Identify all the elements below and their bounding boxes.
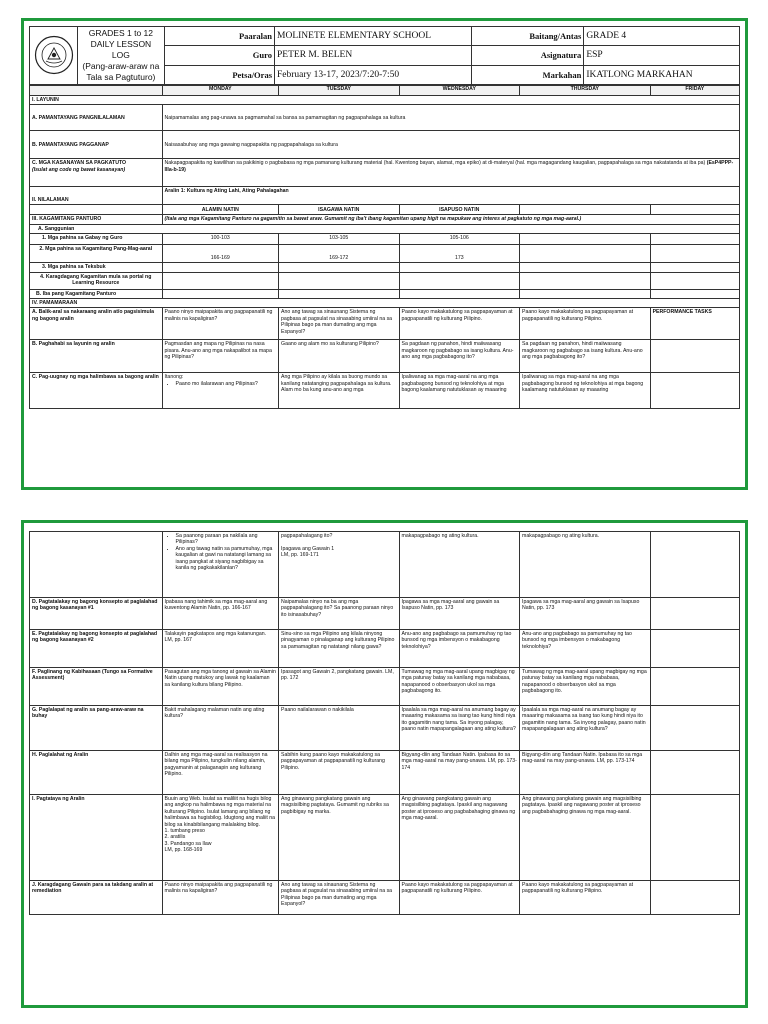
- pagtatalakay2-wednesday: Anu-ano ang pagbabago sa pamumuhay ng tao bunsod ng mga imbensyon o makabagong teknolohiya?: [399, 630, 520, 668]
- label-paglalapat: G. Paglalapat ng aralin sa pang-araw-araw na buhay: [30, 706, 163, 751]
- paglalahat-thursday: Bigyang-diin ang Tandaan Natin. Ipabasa ito sa mga mag-aaral na may pang-unawa. LM, pp. 173-174: [520, 751, 651, 795]
- paglalapat-monday: Bakit mahalagang malaman natin ang ating kultura?: [162, 706, 278, 751]
- balik-aral-tuesday: Ano ang tawag sa sinaunang Sistema ng pagbasa at pagsulat na sinasabing umiiral na sa Pilipinas bago pa man dumating ang mga Espanyol?: [279, 308, 400, 340]
- lm-wednesday: 173: [399, 245, 520, 263]
- label-pag-uugnay: C. Pag-uugnay ng mga halimbawa sa bagong aralin: [30, 373, 163, 409]
- phase-alamin: ALAMIN NATIN: [162, 205, 278, 215]
- dll-body-table-1: [29, 85, 740, 409]
- karagdagan-monday: Paano ninyo maipapakita ang pagpapanatili ng malinis na kapaligiran?: [162, 881, 278, 915]
- lm-monday: 166-169: [162, 245, 278, 263]
- gabay-wednesday: 105-106: [399, 234, 520, 245]
- text-kagamitan-note: (Itala ang mga Kagamitang Panturo na gagamitin sa bawat araw. Gumamit ng iba't ibang kagamitan upang higit na mapukaw ang interes at pagkatuto ng mga mag-aaral.): [162, 215, 739, 224]
- dll-header-table: [29, 26, 740, 85]
- pag-uugnay-tuesday-cont: pagpapahalagang ito? Ipagawa ang Gawain 1 LM, pp. 169-171: [279, 532, 400, 598]
- pag-uugnay-wednesday-cont: makapagpabago ng ating kultura.: [399, 532, 520, 598]
- paglinang-wednesday: Tumawag ng mga mag-aaral upang magbigay ng mga patunay batay sa kanilang mga nababasa, napapanood o obserbasyon ukol sa mga pagbabagong ito.: [399, 668, 520, 706]
- pag-uugnay-thursday-cont: makapagpabago ng ating kultura.: [520, 532, 651, 598]
- label-kagamitang-pang-mag-aaral: 2. Mga pahina sa Kagamitang Pang-Mag-aaral: [30, 245, 163, 263]
- phase-isapuso: ISAPUSO NATIN: [399, 205, 520, 215]
- label-paglalahat: H. Paglalahat ng Aralin: [30, 751, 163, 795]
- pagtatalakay2-tuesday: Sinu-sino sa mga Pilipino ang kilala ninyong pinagyaman o pinalaganap ang kulturang Pilipino sa pamamagitan ng natatangi nilang gawa?: [279, 630, 400, 668]
- section-pamamaraan: IV. PAMAMARAAN: [30, 299, 740, 308]
- date-label: Petsa/Oras: [164, 65, 274, 84]
- document-page-2: [21, 520, 748, 1008]
- pagtatalakay2-thursday: Anu-ano ang pagbabago sa pamumuhay ng tao bunsod ng mga imbensyon o makabagong teknolohiya?: [520, 630, 651, 668]
- text-kasanayan: Nakapagpapakita ng kawilihan sa pakikinig o pagbabasa ng mga pamanang kulturang material (hal. Kwentong bayan, alamat, mga epiko) at di-materyal (hal. mga magagandang kaugalian, pagpapahalaga sa mga nakatatanda at iba pa) (EsP4PPP-IIIa-b-19): [162, 159, 739, 187]
- text-pamantayang-pagganap: Naisasabuhay ang mga gawaing nagpapakita ng pagpapahalaga sa kultura: [162, 131, 739, 159]
- day-friday: FRIDAY: [650, 86, 739, 96]
- deped-seal-icon: [34, 35, 74, 75]
- performance-tasks: PERFORMANCE TASKS: [650, 308, 739, 340]
- teacher-label: Guro: [164, 46, 274, 65]
- section-nilalaman: II. NILALAMAN: [30, 187, 163, 205]
- quarter-value: IKATLONG MARKAHAN: [584, 65, 740, 84]
- day-monday: MONDAY: [162, 86, 278, 96]
- paghahabi-thursday: Sa pagdaan ng panahon, hindi maiiwasang magkaroon ng pagbabago sa isang kultura. Anu-ano ang mga pagbabagong ito?: [520, 340, 651, 373]
- pagtataya-wednesday: Ang ginawang pangkatang gawain ang magsisilbing pagtataya. Ipaskil ang nagawang poster at iproseso ang pagbabahaging ginawa ng mga mag-aaral.: [399, 795, 520, 881]
- karagdagan-wednesday: Paano kayo makakatulong sa pagpapayaman at pagpapanatili ng kulturang Pilipino.: [399, 881, 520, 915]
- day-wednesday: WEDNESDAY: [399, 86, 520, 96]
- deped-seal: [30, 27, 78, 85]
- gabay-tuesday: 103-105: [279, 234, 400, 245]
- label-paghahabi: B. Paghahabi sa layunin ng aralin: [30, 340, 163, 373]
- balik-aral-monday: Paano ninyo maipapakita ang pagpapanatili ng malinis na kapaligiran?: [162, 308, 278, 340]
- pag-uugnay-tuesday: Ang mga Pilipino ay kilala sa buong mundo sa kanilang natatanging pagpapahalaga sa kultura. Alam mo ba kung anu-ano ang mga: [279, 373, 400, 409]
- label-pagtatalakay-2: E. Pagtatalakay ng bagong konsepto at paglalahad ng bagong kasanayan #2: [30, 630, 163, 668]
- paglalahat-monday: Dalhin ang mga mag-aaral sa realisasyon na bilang mga Pilipino, tungkulin nilang alamin, pagyamanin at palaganapin ang kulturang Pilipino.: [162, 751, 278, 795]
- pag-uugnay-thursday: Ipaliwanag sa mga mag-aaral na ang mga pagbabagong bunsod ng teknolohiya at mga bagong kaalamang natutuklasan ay maaaring: [520, 373, 651, 409]
- dll-title: GRADES 1 to 12 DAILY LESSON LOG (Pang-araw-araw na Tala sa Pagtuturo): [78, 27, 164, 85]
- paglalahat-wednesday: Bigyang-diin ang Tandaan Natin. Ipabasa ito sa mga mag-aaral na may pang-unawa. LM, pp. 173-174: [399, 751, 520, 795]
- label-balik-aral: A. Balik-aral sa nakaraang aralin at/o pagsisimula ng bagong aralin: [30, 308, 163, 340]
- label-teksbuk: 3. Mga pahina sa Teksbuk: [30, 263, 163, 272]
- text-pamantayang-pangnilalaman: Naipamamalas ang pag-unawa sa pagmamahal sa bansa sa pamamagitan ng pagpapahalaga sa kultura: [162, 105, 739, 131]
- grade-label: Baitang/Antas: [471, 27, 583, 46]
- pagtataya-tuesday: Ang ginawang pangkatang gawain ang magsisilbing pagtataya. Gumamit ng rubriks sa pagbibigay ng marka.: [279, 795, 400, 881]
- pagtataya-monday: Buuin ang Web. Isulat sa maliliit na hugis bilog ang angkop na halimbawa ng mga material na kulturang Pilipino. Isulat lamang ang bilang ng halimbawa sa hugisbilog. Idugtong ang maliit na bilog sa kinabibilangang malalaking bilog. 1. tumbang preso 2. aratilis 3. Pandango sa Ilaw LM, pp. 168-169: [162, 795, 278, 881]
- grade-value: GRADE 4: [584, 27, 740, 46]
- day-tuesday: TUESDAY: [279, 86, 400, 96]
- paglinang-tuesday: Ipasagot ang Gawain 2, pangkatang gawain. LM, pp. 172: [279, 668, 400, 706]
- label-karagdagang-gawain: J. Karagdagang Gawain para sa takdang aralin at remediation: [30, 881, 163, 915]
- lm-tuesday: 169-172: [279, 245, 400, 263]
- school-label: Paaralan: [164, 27, 274, 46]
- school-value: MOLINETE ELEMENTARY SCHOOL: [275, 27, 472, 46]
- karagdagan-tuesday: Ano ang tawag sa sinaunang Sistema ng pagbasa at pagsulat na sinasabing umiiral na sa Pilipinas bago pa man dumating ang mga Espanyol?: [279, 881, 400, 915]
- pagtataya-thursday: Ang ginawang pangkatang gawain ang magsisilbing pagtataya. Ipaskil ang nagawang poster at iproseso ang pagbabahaging ginawa ng mga mag-aaral.: [520, 795, 651, 881]
- balik-aral-thursday: Paano kayo makakatulong sa pagpapayaman at pagpapanatili ng kulturang Pilipino.: [520, 308, 651, 340]
- paghahabi-wednesday: Sa pagdaan ng panahon, hindi maiiwasang magkaroon ng pagbabago sa isang kultura. Anu-ano ang mga pagbabagong ito?: [399, 340, 520, 373]
- paglinang-thursday: Tumawag ng mga mag-aaral upang magbigay ng mga patunay batay sa kanilang mga nababasa, napapanood o obserbasyon ukol sa mga pagbabagong ito.: [520, 668, 651, 706]
- date-value: February 13-17, 2023/7:20-7:50: [275, 65, 472, 84]
- day-header-row: [30, 86, 740, 96]
- karagdagan-thursday: Paano kayo makakatulong sa pagpapayaman at pagpapanatili ng kulturang Pilipino.: [520, 881, 651, 915]
- subject-label: Asignatura: [471, 46, 583, 65]
- balik-aral-wednesday: Paano kayo makakatulong sa pagpapayaman at pagpapanatili ng kulturang Pilipino.: [399, 308, 520, 340]
- label-learning-resource: 4. Karagdagang Kagamitan mula sa portal ng Learning Resource: [30, 272, 163, 289]
- pagtatalakay1-monday: Ipabasa nang tahimik sa mga mag-aaral ang kuwentong Alamin Natin, pp. 166-167: [162, 598, 278, 630]
- paglinang-monday: Pasagutan ang mga tanong at gawain sa Alamin Natin upang matukoy ang lawak ng kaalaman sa kanilang kultura bilang Pilipino.: [162, 668, 278, 706]
- quarter-label: Markahan: [471, 65, 583, 84]
- label-pagtataya: I. Pagtataya ng Aralin: [30, 795, 163, 881]
- pag-uugnay-wednesday: Ipaliwanag sa mga mag-aaral na ang mga pagbabagong bunsod ng teknolohiya at mga bagong kaalamang natutuklasan ay maaaring: [399, 373, 520, 409]
- pag-uugnay-monday: Itanong: • Paano mo ilalarawan ang Pilipinas?: [162, 373, 278, 409]
- section-kagamitan: III. KAGAMITANG PANTURO: [30, 215, 163, 224]
- paglalapat-thursday: Ipaalala sa mga mag-aaral na anumang bagay ay maaaring makasama sa isang tao kung hindi niya ito gagamitin nang tama. Sa inyong palagay, paano natin mapapangalagaan ang ating kultura?: [520, 706, 651, 751]
- paglalapat-wednesday: Ipaalala sa mga mag-aaral na anumang bagay ay maaaring makasama sa isang tao kung hindi niya ito gagamitin nang tama. Sa inyong palagay, paano natin mapapangalagaan ang ating kultura?: [399, 706, 520, 751]
- subject-value: ESP: [584, 46, 740, 65]
- paglalahat-tuesday: Sabihin kung paano kayo makakatulong sa pagpapayaman at pagpapanatili ng kulturang Pilipino.: [279, 751, 400, 795]
- pagtatalakay1-wednesday: Ipagawa sa mga mag-aaral ang gawain sa Isapuso Natin, pp. 173: [399, 598, 520, 630]
- label-iba-pang-kagamitan: B. Iba pang Kagamitang Panturo: [30, 289, 163, 298]
- label-paglinang: F. Paglinang ng Kabihasaan (Tungo sa Formative Assessment): [30, 668, 163, 706]
- pagtatalakay1-tuesday: Naipamalas ninyo na ba ang mga pagpapahalagang ito? Sa paanong paraan ninyo ito isinasabuhay?: [279, 598, 400, 630]
- label-sanggunian: A. Sanggunian: [30, 224, 740, 233]
- label-pamantayang-pangnilalaman: A. PAMANTAYANG PANGNILALAMAN: [30, 105, 163, 131]
- paglalapat-tuesday: Paano nailalarawan o nakikilala: [279, 706, 400, 751]
- label-gabay-guro: 1. Mga pahina sa Gabay ng Guro: [30, 234, 163, 245]
- pagtatalakay1-thursday: Ipagawa sa mga mag-aaral ang gawain sa Isapuso Natin, pp. 173: [520, 598, 651, 630]
- document-page-1: [21, 18, 748, 490]
- label-pamantayang-pagganap: B. PAMANTAYANG PAGGANAP: [30, 131, 163, 159]
- gabay-monday: 100-103: [162, 234, 278, 245]
- label-kasanayan: C. MGA KASANAYAN SA PAGKATUTO (Isulat ang code ng bawat kasanayan): [30, 159, 163, 187]
- paghahabi-monday: Pagmasdan ang mapa ng Pilipinas na nasa pisara. Anu-ano ang mga nakapalibot sa mapa ng Pilipinas?: [162, 340, 278, 373]
- section-layunin: I. LAYUNIN: [30, 96, 740, 105]
- teacher-value: PETER M. BELEN: [275, 46, 472, 65]
- paghahabi-tuesday: Gaano ang alam mo sa kulturang Pilipino?: [279, 340, 400, 373]
- phase-isagawa: ISAGAWA NATIN: [279, 205, 400, 215]
- pag-uugnay-monday-cont: • Sa paanong paraan pa nakilala ang Pilipinas? • Ano ang tawag natin sa pamumuhay, mga kaugalian at gawi na natatangi lamang sa isang pangkat at siyang nagbibigay sa kanila ng pagkakakilanlan?: [162, 532, 278, 598]
- label-pagtatalakay-1: D. Pagtatalakay ng bagong konsepto at paglalahad ng bagong kasanayan #1: [30, 598, 163, 630]
- day-thursday: THURSDAY: [520, 86, 651, 96]
- text-nilalaman: Aralin 1: Kultura ng Ating Lahi, Ating Pahalagahan: [162, 187, 739, 205]
- dll-body-table-2: [29, 531, 740, 915]
- pagtatalakay2-monday: Talakayin pagkatapos ang mga katanungan. LM, pp. 167: [162, 630, 278, 668]
